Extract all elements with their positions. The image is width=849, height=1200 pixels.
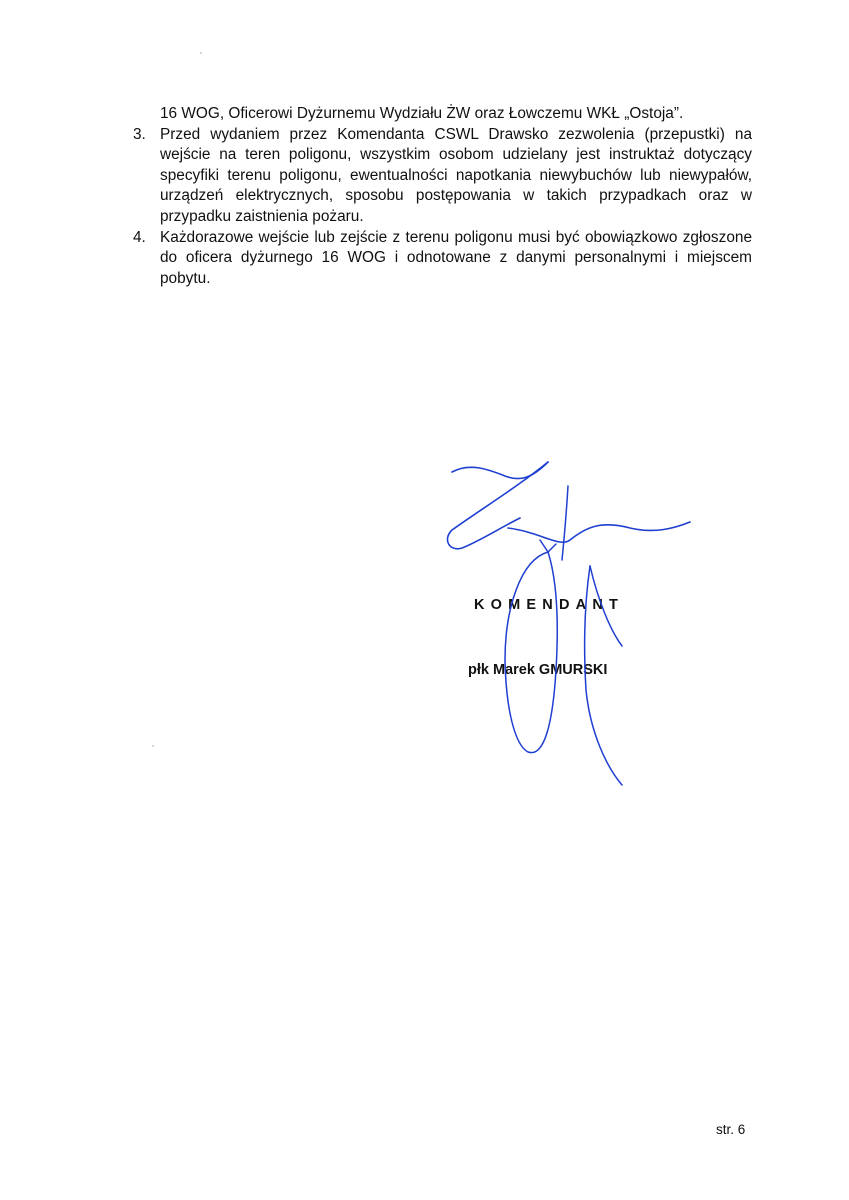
list-item-number: 4. [133,228,146,246]
continuation-paragraph: 16 WOG, Oficerowi Dyżurnemu Wydziału ŻW oraz Łowczemu WKŁ „Ostoja”. [160,105,684,122]
scan-speck [152,745,154,747]
signatory-title: KOMENDANT [474,597,625,613]
numbered-list [132,125,752,290]
list-item [132,125,752,228]
list-item-number: 3. [133,125,146,143]
list-item [132,228,752,290]
page-number: str. 6 [716,1122,746,1137]
scan-speck [200,52,202,54]
list-item-text: Każdorazowe wejście lub zejście z terenu poligonu musi być obowiązkowo zgłoszone do oficera dyżurnego 16 WOG i odnotowane z danymi personalnymi i miejscem pobytu. [160,228,752,287]
document-body [132,104,752,289]
signatory-name: płk Marek GMURSKI [468,662,608,678]
list-item-text: Przed wydaniem przez Komendanta CSWL Drawsko zezwolenia (przepustki) na wejście na teren poligonu, wszystkim osobom udzielany jest instruktaż dotyczący specyfiki terenu poligonu, ewentualności napotkania niewybuchów lub niewypałów, urządzeń elektrycznych, sposobu postępowania w takich przypadkach oraz w przypadku zaistnienia pożaru. [160,125,752,225]
